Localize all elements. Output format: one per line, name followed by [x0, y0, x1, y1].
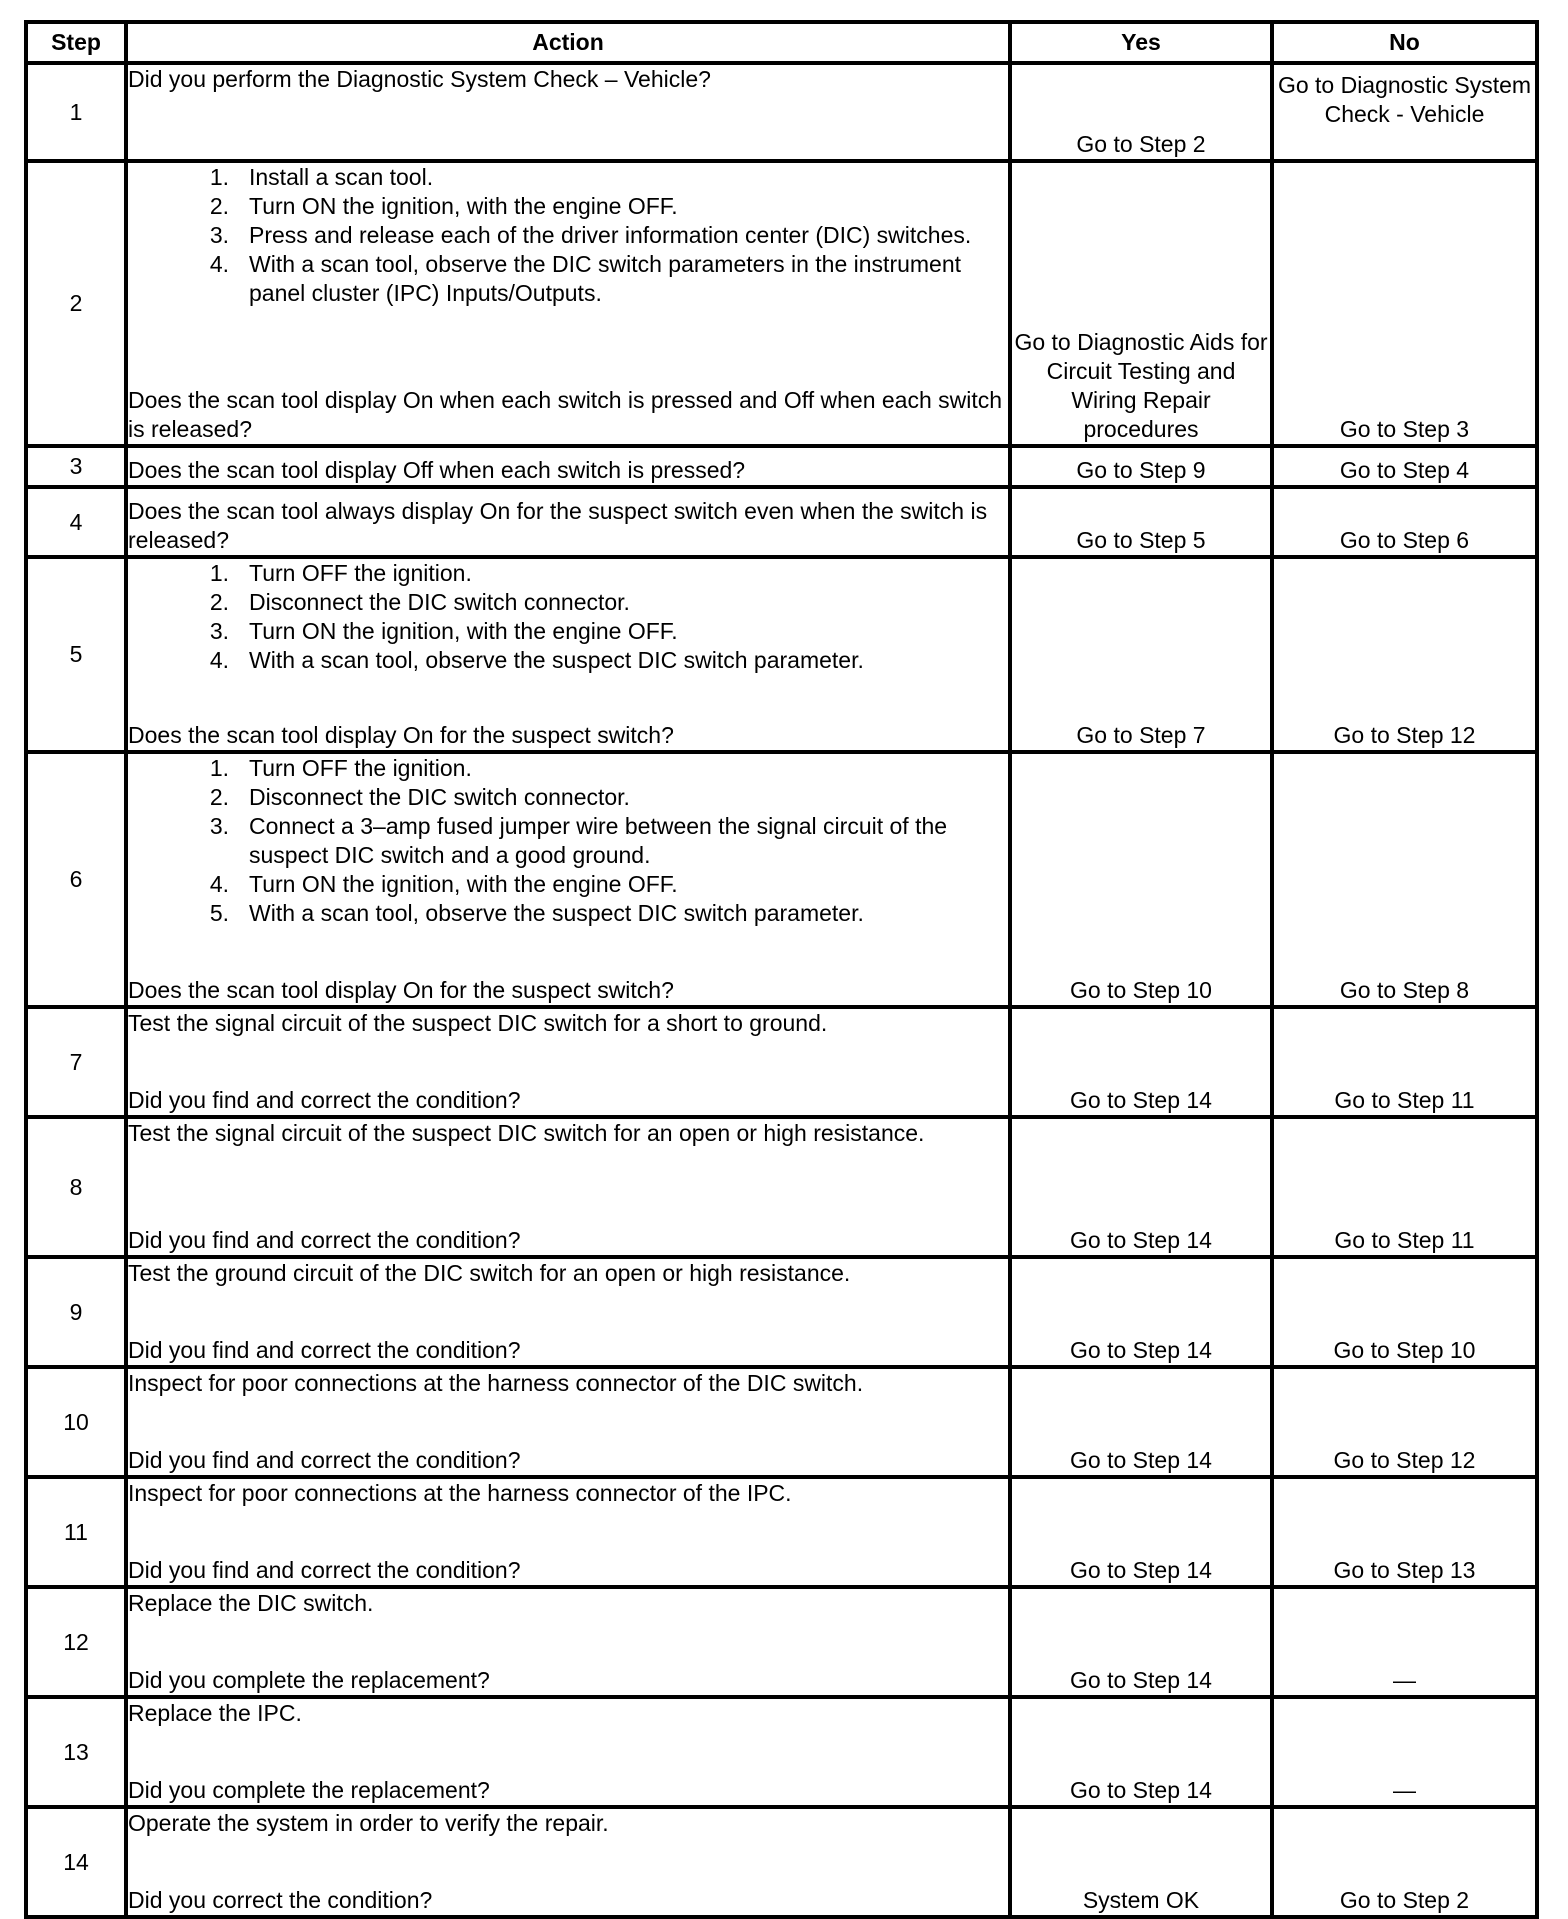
procedure-item-number: 4.: [209, 871, 229, 897]
action-question: Did you correct the condition?: [128, 1887, 433, 1913]
procedure-item: [128, 812, 1008, 870]
procedure-item: [128, 192, 1008, 221]
header-row: [26, 22, 1537, 63]
action-top: [128, 1699, 1008, 1728]
procedure-item: [128, 221, 1008, 250]
action-cell: [126, 1257, 1010, 1367]
procedure-item: [128, 588, 1008, 617]
action-question: Did you find and correct the condition?: [128, 1227, 521, 1253]
table-row: [26, 446, 1537, 487]
action-question: Did you find and correct the condition?: [128, 1087, 521, 1113]
table-row: [26, 487, 1537, 557]
procedure-item-text: Press and release each of the driver information center (DIC) switches.: [249, 222, 972, 248]
yes-result: Go to Step 5: [1010, 487, 1272, 557]
table-row: [26, 63, 1537, 161]
action-question: Does the scan tool display On for the suspect switch?: [128, 722, 674, 748]
action-cell: [126, 1697, 1010, 1807]
procedure-item-number: 5.: [209, 900, 229, 926]
action-top: [128, 1479, 1008, 1508]
procedure-item-text: Turn ON the ignition, with the engine OFF.: [249, 871, 678, 897]
action-instruction: Test the ground circuit of the DIC switch for an open or high resistance.: [128, 1260, 851, 1286]
action-top: [128, 163, 1008, 308]
procedure-item-number: 4.: [209, 647, 229, 673]
procedure-item: [128, 783, 1008, 812]
table-row: [26, 752, 1537, 1007]
action-question: Does the scan tool display On for the suspect switch?: [128, 977, 674, 1003]
procedure-list: [128, 163, 1008, 308]
step-number: 3: [26, 446, 126, 487]
step-number: 9: [26, 1257, 126, 1367]
no-result: Go to Step 2: [1272, 1807, 1537, 1917]
procedure-item: [128, 617, 1008, 646]
step-number: 13: [26, 1697, 126, 1807]
table-row: [26, 161, 1537, 446]
procedure-item-number: 2.: [209, 784, 229, 810]
table-row: [26, 1477, 1537, 1587]
table-row: [26, 1007, 1537, 1117]
no-result: —: [1272, 1587, 1537, 1697]
procedure-item-text: Turn ON the ignition, with the engine OFF.: [249, 618, 678, 644]
procedure-item-text: Disconnect the DIC switch connector.: [249, 784, 630, 810]
action-cell: [126, 63, 1010, 161]
yes-result: Go to Step 7: [1010, 557, 1272, 752]
action-content: [128, 754, 1008, 1005]
step-number: 6: [26, 752, 126, 1007]
action-question: Did you find and correct the condition?: [128, 1557, 521, 1583]
action-content: [128, 1009, 1008, 1115]
action-top: [128, 1589, 1008, 1618]
step-number: 11: [26, 1477, 126, 1587]
header-yes: Yes: [1010, 22, 1272, 63]
no-result: Go to Step 3: [1272, 161, 1537, 446]
action-content: [128, 1119, 1008, 1255]
action-top: [128, 65, 1008, 94]
action-instruction: Replace the DIC switch.: [128, 1590, 374, 1616]
action-question: Did you complete the replacement?: [128, 1777, 490, 1803]
action-top: [128, 1119, 1008, 1148]
procedure-item-number: 2.: [209, 193, 229, 219]
yes-result: Go to Step 14: [1010, 1117, 1272, 1257]
action-instruction: Test the signal circuit of the suspect DIC switch for an open or high resistance.: [128, 1120, 925, 1146]
yes-result: Go to Step 14: [1010, 1697, 1272, 1807]
procedure-item: [128, 899, 1008, 928]
procedure-item-number: 3.: [209, 618, 229, 644]
action-content: [128, 1699, 1008, 1805]
action-content: [128, 1259, 1008, 1365]
action-cell: [126, 487, 1010, 557]
diagnostic-table: [24, 20, 1539, 1919]
action-content: [128, 559, 1008, 750]
procedure-item: [128, 870, 1008, 899]
table-row: [26, 1117, 1537, 1257]
procedure-item-number: 3.: [209, 222, 229, 248]
action-top: [128, 1259, 1008, 1288]
no-result: Go to Step 11: [1272, 1117, 1537, 1257]
action-question: Does the scan tool display Off when each switch is pressed?: [128, 457, 746, 483]
action-cell: [126, 1117, 1010, 1257]
procedure-item-text: Connect a 3–amp fused jumper wire between the signal circuit of the suspect DIC switch and a good ground.: [249, 813, 948, 868]
action-instruction: Did you perform the Diagnostic System Check – Vehicle?: [128, 66, 711, 92]
procedure-item-number: 1.: [209, 560, 229, 586]
procedure-list: [128, 559, 1008, 675]
no-result: Go to Diagnostic System Check - Vehicle: [1272, 63, 1537, 161]
action-content: [128, 1589, 1008, 1695]
table-row: [26, 1807, 1537, 1917]
action-top: [128, 754, 1008, 928]
yes-result: Go to Diagnostic Aids for Circuit Testing and Wiring Repair procedures: [1010, 161, 1272, 446]
table-row: [26, 1587, 1537, 1697]
procedure-list: [128, 754, 1008, 928]
yes-result: Go to Step 14: [1010, 1587, 1272, 1697]
step-number: 14: [26, 1807, 126, 1917]
yes-result: Go to Step 14: [1010, 1477, 1272, 1587]
table-row: [26, 1697, 1537, 1807]
procedure-item-text: With a scan tool, observe the suspect DIC switch parameter.: [249, 900, 864, 926]
no-result: Go to Step 12: [1272, 1367, 1537, 1477]
action-cell: [126, 752, 1010, 1007]
action-question: Did you complete the replacement?: [128, 1667, 490, 1693]
action-question: Does the scan tool display On when each switch is pressed and Off when each switch is released?: [128, 387, 1003, 442]
procedure-item-text: Turn OFF the ignition.: [249, 755, 472, 781]
table-row: [26, 557, 1537, 752]
action-question: Did you find and correct the condition?: [128, 1447, 521, 1473]
no-result: —: [1272, 1697, 1537, 1807]
step-number: 12: [26, 1587, 126, 1697]
procedure-item-text: With a scan tool, observe the DIC switch parameters in the instrument panel cluster (IPC) Inputs/Outputs.: [249, 251, 962, 306]
no-result: Go to Step 11: [1272, 1007, 1537, 1117]
action-top: [128, 1809, 1008, 1838]
no-result: Go to Step 8: [1272, 752, 1537, 1007]
yes-result: System OK: [1010, 1807, 1272, 1917]
action-question: Does the scan tool always display On for the suspect switch even when the switch is released?: [128, 498, 988, 553]
action-cell: [126, 446, 1010, 487]
procedure-item-number: 3.: [209, 813, 229, 839]
procedure-item-text: With a scan tool, observe the suspect DIC switch parameter.: [249, 647, 864, 673]
yes-result: Go to Step 9: [1010, 446, 1272, 487]
procedure-item: [128, 646, 1008, 675]
procedure-item: [128, 250, 1008, 308]
step-number: 7: [26, 1007, 126, 1117]
procedure-item-number: 1.: [209, 755, 229, 781]
action-content: [128, 1369, 1008, 1475]
procedure-item: [128, 559, 1008, 588]
step-number: 1: [26, 63, 126, 161]
yes-result: Go to Step 14: [1010, 1367, 1272, 1477]
action-cell: [126, 557, 1010, 752]
yes-result: Go to Step 14: [1010, 1257, 1272, 1367]
action-top: [128, 1009, 1008, 1038]
procedure-item-text: Turn OFF the ignition.: [249, 560, 472, 586]
action-instruction: Inspect for poor connections at the harness connector of the IPC.: [128, 1480, 792, 1506]
header-step: Step: [26, 22, 126, 63]
action-instruction: Replace the IPC.: [128, 1700, 302, 1726]
action-cell: [126, 1477, 1010, 1587]
action-cell: [126, 1007, 1010, 1117]
table-row: [26, 1367, 1537, 1477]
yes-result: Go to Step 2: [1010, 63, 1272, 161]
table-row: [26, 1257, 1537, 1367]
action-cell: [126, 1367, 1010, 1477]
yes-result: Go to Step 14: [1010, 1007, 1272, 1117]
action-content: [128, 1809, 1008, 1915]
no-result: Go to Step 4: [1272, 446, 1537, 487]
action-top: [128, 1369, 1008, 1398]
header-no: No: [1272, 22, 1537, 63]
action-top: [128, 559, 1008, 675]
step-number: 8: [26, 1117, 126, 1257]
action-content: [128, 65, 1008, 159]
no-result: Go to Step 6: [1272, 487, 1537, 557]
action-question: Did you find and correct the condition?: [128, 1337, 521, 1363]
procedure-item-text: Disconnect the DIC switch connector.: [249, 589, 630, 615]
action-cell: [126, 161, 1010, 446]
no-result: Go to Step 13: [1272, 1477, 1537, 1587]
no-result: Go to Step 12: [1272, 557, 1537, 752]
action-content: [128, 1479, 1008, 1585]
step-number: 10: [26, 1367, 126, 1477]
action-content: [128, 489, 1008, 555]
action-instruction: Test the signal circuit of the suspect DIC switch for a short to ground.: [128, 1010, 828, 1036]
header-action: Action: [126, 22, 1010, 63]
procedure-item: [128, 163, 1008, 192]
yes-result: Go to Step 10: [1010, 752, 1272, 1007]
procedure-item-number: 1.: [209, 164, 229, 190]
action-cell: [126, 1587, 1010, 1697]
procedure-item-number: 2.: [209, 589, 229, 615]
step-number: 5: [26, 557, 126, 752]
procedure-item-number: 4.: [209, 251, 229, 277]
action-instruction: Inspect for poor connections at the harness connector of the DIC switch.: [128, 1370, 864, 1396]
action-cell: [126, 1807, 1010, 1917]
action-content: [128, 448, 1008, 485]
step-number: 4: [26, 487, 126, 557]
procedure-item-text: Install a scan tool.: [249, 164, 434, 190]
no-result: Go to Step 10: [1272, 1257, 1537, 1367]
action-instruction: Operate the system in order to verify the repair.: [128, 1810, 609, 1836]
procedure-item-text: Turn ON the ignition, with the engine OFF.: [249, 193, 678, 219]
action-content: [128, 163, 1008, 444]
step-number: 2: [26, 161, 126, 446]
procedure-item: [128, 754, 1008, 783]
